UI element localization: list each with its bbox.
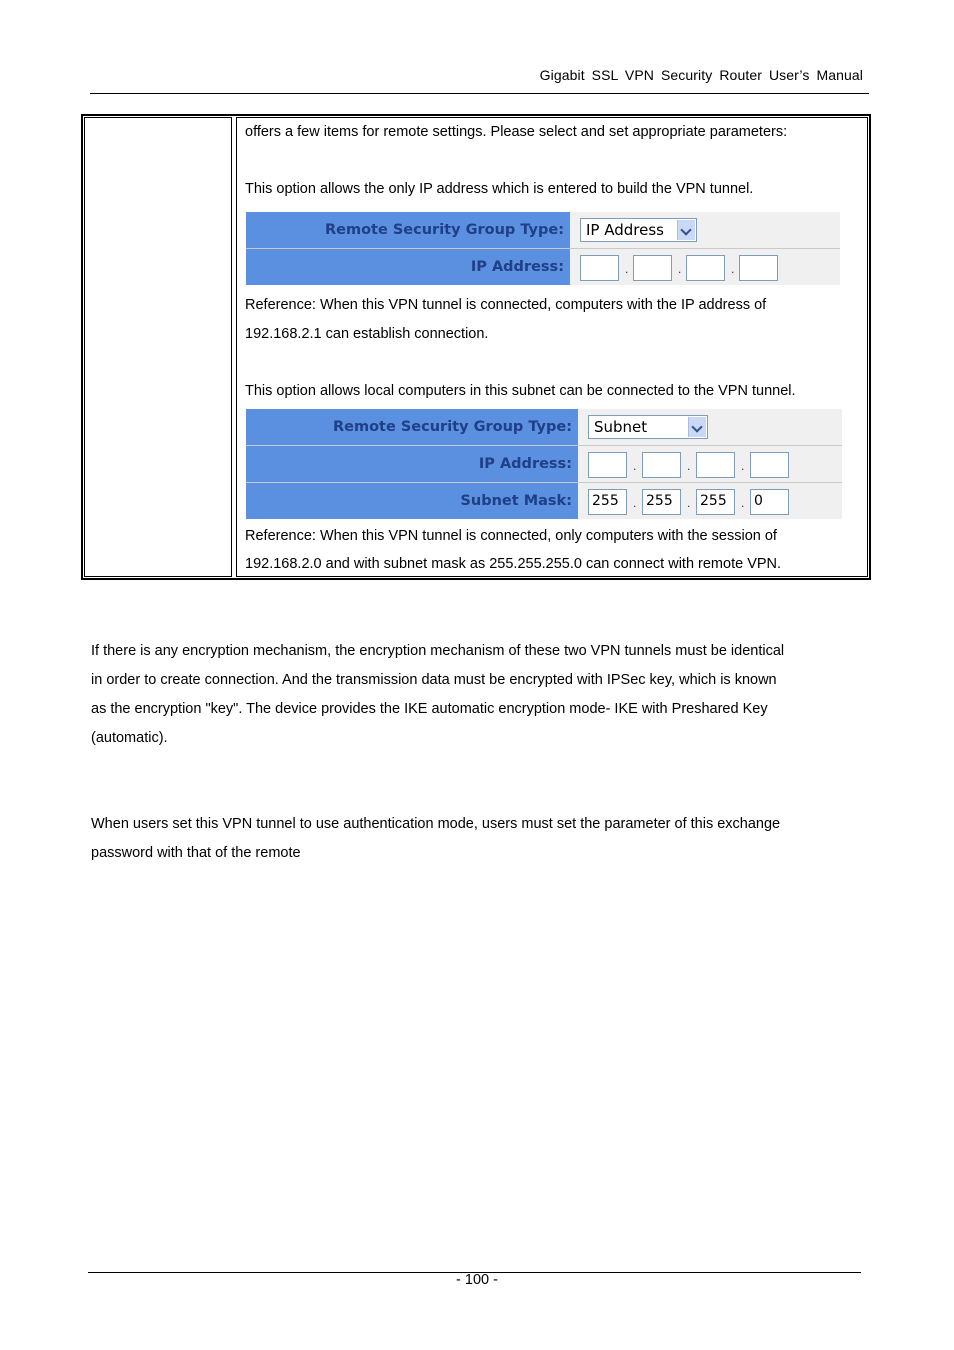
doc-table	[81, 114, 871, 580]
mask-octet-1-input[interactable]: 255	[588, 489, 627, 515]
remote-security-group-type-select[interactable]	[588, 415, 708, 439]
ip-section-desc: This option allows the only IP address which is entered to build the VPN tunnel.	[245, 181, 754, 197]
form-value-cell	[570, 249, 840, 285]
auth-paragraph-line-1: When users set this VPN tunnel to use authentication mode, users must set the parameter of this exchange	[91, 816, 781, 832]
table-right-cell	[236, 117, 868, 577]
page-header-title: Gigabit SSL VPN Security Router User’s Manual	[539, 67, 863, 83]
ip-section-reference-2: 192.168.2.1 can establish connection.	[245, 326, 489, 342]
ip-octet-2-input[interactable]	[633, 255, 672, 281]
form-row-type	[246, 212, 840, 249]
encryption-paragraph-line-2: in order to create connection. And the transmission data must be encrypted with IPSec key, which is known	[91, 672, 777, 688]
header-rule	[90, 93, 869, 94]
mask-octet-4-input[interactable]: 0	[750, 489, 789, 515]
auth-paragraph-line-2: password with that of the remote	[91, 845, 301, 861]
ip-octet-4-input[interactable]	[750, 452, 789, 478]
ip-octet-3-input[interactable]	[686, 255, 725, 281]
subnet-section-reference-1: Reference: When this VPN tunnel is connected, only computers with the session of	[245, 528, 777, 544]
subnet-form	[246, 409, 842, 520]
octet-separator: .	[731, 262, 735, 276]
chevron-down-icon[interactable]	[677, 220, 695, 240]
octet-separator: .	[687, 496, 691, 510]
ip-octet-2-input[interactable]	[642, 452, 681, 478]
form-row-ip	[246, 446, 842, 483]
select-value: IP Address	[586, 221, 664, 239]
octet-separator: .	[625, 262, 629, 276]
form-row-mask	[246, 483, 842, 519]
intro-text: offers a few items for remote settings. Please select and set appropriate parameters:	[245, 124, 788, 140]
remote-security-group-type-select[interactable]	[580, 218, 697, 242]
subnet-section-reference-2: 192.168.2.0 and with subnet mask as 255.255.255.0 can connect with remote VPN.	[245, 556, 782, 572]
form-row-type	[246, 409, 842, 446]
encryption-paragraph-line-4: (automatic).	[91, 730, 168, 746]
remote-security-group-type-label: Remote Security Group Type:	[246, 212, 570, 248]
chevron-down-icon[interactable]	[688, 417, 706, 437]
ip-address-label: IP Address:	[246, 446, 578, 482]
subnet-section-desc: This option allows local computers in this subnet can be connected to the VPN tunnel.	[245, 383, 796, 399]
mask-octet-2-input[interactable]: 255	[642, 489, 681, 515]
ip-octet-3-input[interactable]	[696, 452, 735, 478]
octet-separator: .	[741, 496, 745, 510]
page-number: - 100 -	[456, 1272, 498, 1288]
ip-address-label: IP Address:	[246, 249, 570, 285]
select-value: Subnet	[594, 418, 648, 436]
ip-octet-4-input[interactable]	[739, 255, 778, 281]
form-value-cell	[578, 446, 842, 482]
octet-separator: .	[633, 459, 637, 473]
octet-separator: .	[633, 496, 637, 510]
subnet-mask-label: Subnet Mask:	[246, 483, 578, 519]
form-value-cell	[578, 409, 842, 445]
form-value-cell	[570, 212, 840, 248]
ip-address-form	[246, 212, 840, 285]
octet-separator: .	[741, 459, 745, 473]
mask-octet-3-input[interactable]: 255	[696, 489, 735, 515]
ip-octet-1-input[interactable]	[588, 452, 627, 478]
ip-section-reference-1: Reference: When this VPN tunnel is connected, computers with the IP address of	[245, 297, 767, 313]
ip-octet-1-input[interactable]	[580, 255, 619, 281]
octet-separator: .	[678, 262, 682, 276]
table-left-cell	[84, 117, 232, 577]
encryption-paragraph-line-3: as the encryption "key". The device provides the IKE automatic encryption mode- IKE with Preshared Key	[91, 701, 768, 717]
encryption-paragraph-line-1: If there is any encryption mechanism, the encryption mechanism of these two VPN tunnels must be identical	[91, 643, 785, 659]
octet-separator: .	[687, 459, 691, 473]
form-value-cell	[578, 483, 842, 519]
form-row-ip	[246, 249, 840, 285]
remote-security-group-type-label: Remote Security Group Type:	[246, 409, 578, 445]
